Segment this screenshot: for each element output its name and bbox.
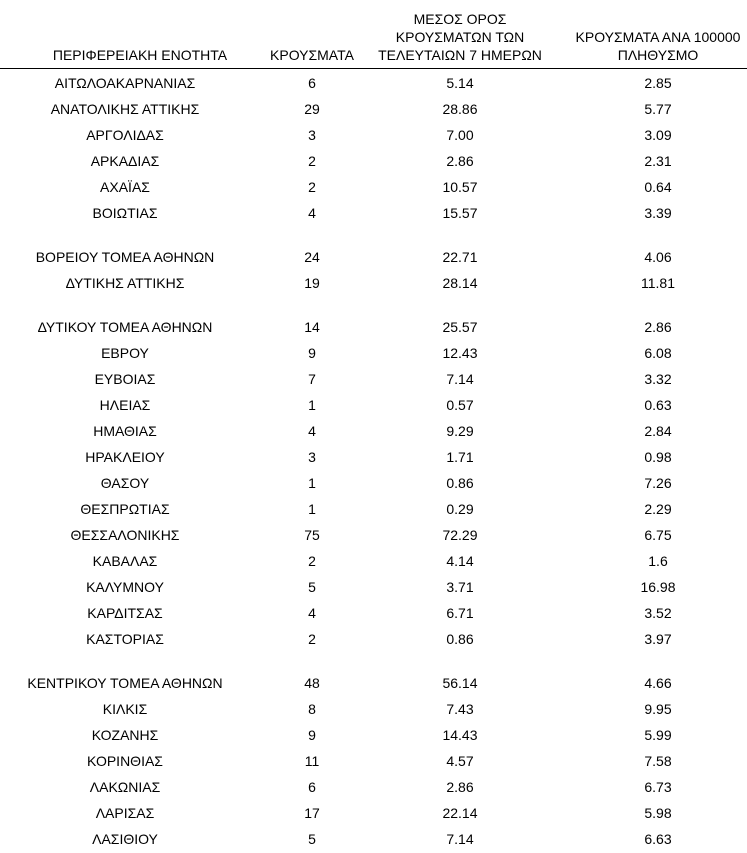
average-7day-cell: 15.57 <box>442 205 478 221</box>
cases-per-100k-cell: 5.99 <box>644 727 672 743</box>
average-7day-cell: 7.43 <box>446 701 474 717</box>
region-cell: ΒΟΙΩΤΙΑΣ <box>92 205 158 221</box>
cases-cell: 2 <box>308 179 316 195</box>
average-7day-cell: 3.71 <box>446 579 474 595</box>
average-7day-cell: 12.43 <box>442 345 478 361</box>
region-cell: ΔΥΤΙΚΗΣ ΑΤΤΙΚΗΣ <box>65 275 185 291</box>
region-cell: ΘΕΣΣΑΛΟΝΙΚΗΣ <box>70 527 180 543</box>
cases-per-100k-cell: 5.77 <box>644 101 672 117</box>
region-cell: ΗΛΕΙΑΣ <box>99 397 151 413</box>
cases-per-100k-cell: 3.97 <box>644 631 672 647</box>
cases-cell: 4 <box>308 205 316 221</box>
average-7day-cell: 1.71 <box>446 449 474 465</box>
average-7day-cell: 56.14 <box>442 675 478 691</box>
table-row <box>0 575 747 601</box>
table-row <box>0 315 747 341</box>
average-7day-cell: 5.14 <box>446 75 474 91</box>
cases-cell: 3 <box>308 449 316 465</box>
table-row <box>0 393 747 419</box>
cases-per-100k-cell: 3.32 <box>644 371 672 387</box>
table-row <box>0 175 747 201</box>
cases-cell: 5 <box>308 579 316 595</box>
region-cell: ΗΜΑΘΙΑΣ <box>93 423 157 439</box>
cases-per-100k-cell: 7.58 <box>644 753 672 769</box>
cases-cell: 9 <box>308 727 316 743</box>
cases-cell: 2 <box>308 631 316 647</box>
cases-per-100k-cell: 3.52 <box>644 605 672 621</box>
table-row <box>0 201 747 227</box>
cases-per-100k-cell: 2.29 <box>644 501 672 517</box>
cases-cell: 5 <box>308 831 316 847</box>
cases-cell: 1 <box>308 475 316 491</box>
cases-per-100k-cell: 2.31 <box>644 153 672 169</box>
average-7day-cell: 25.57 <box>442 319 478 335</box>
column-header-cases-per-100k: ΚΡΟΥΣΜΑΤΑ ΑΝΑ 100000 ΠΛΗΘΥΣΜΟ <box>575 29 741 63</box>
row-spacer <box>0 653 747 671</box>
average-7day-cell: 6.71 <box>446 605 474 621</box>
region-cell: ΘΑΣΟΥ <box>100 475 150 491</box>
average-7day-cell: 10.57 <box>442 179 478 195</box>
table-body <box>0 71 747 853</box>
table-row <box>0 341 747 367</box>
table-row <box>0 271 747 297</box>
cases-cell: 75 <box>304 527 320 543</box>
cases-per-100k-cell: 11.81 <box>641 275 675 291</box>
cases-per-100k-cell: 4.66 <box>644 675 672 691</box>
cases-cell: 48 <box>304 675 320 691</box>
cases-cell: 11 <box>304 753 320 769</box>
region-cell: ΚΟΖΑΝΗΣ <box>91 727 159 743</box>
table-row <box>0 697 747 723</box>
cases-cell: 7 <box>308 371 316 387</box>
header-divider <box>0 68 747 69</box>
region-cell: ΛΑΡΙΣΑΣ <box>95 805 155 821</box>
cases-per-100k-cell: 4.06 <box>644 249 672 265</box>
average-7day-cell: 2.86 <box>446 779 474 795</box>
table-row <box>0 627 747 653</box>
region-cell: ΗΡΑΚΛΕΙΟΥ <box>85 449 165 465</box>
table-row <box>0 71 747 97</box>
region-cell: ΚΙΛΚΙΣ <box>102 701 148 717</box>
cases-per-100k-cell: 9.95 <box>644 701 672 717</box>
table-row <box>0 827 747 853</box>
cases-per-100k-cell: 6.08 <box>644 345 672 361</box>
cases-per-100k-cell: 6.73 <box>644 779 672 795</box>
cases-per-100k-cell: 6.63 <box>644 831 672 847</box>
cases-per-100k-cell: 1.6 <box>648 553 668 569</box>
average-7day-cell: 28.14 <box>442 275 478 291</box>
average-7day-cell: 0.86 <box>446 475 474 491</box>
region-cell: ΘΕΣΠΡΩΤΙΑΣ <box>80 501 170 517</box>
cases-cell: 8 <box>308 701 316 717</box>
region-cell: ΑΡΓΟΛΙΔΑΣ <box>86 127 164 143</box>
cases-cell: 9 <box>308 345 316 361</box>
region-cell: ΔΥΤΙΚΟΥ ΤΟΜΕΑ ΑΘΗΝΩΝ <box>37 319 213 335</box>
cases-cell: 1 <box>308 501 316 517</box>
table-header <box>0 0 747 68</box>
cases-per-100k-cell: 6.75 <box>644 527 672 543</box>
average-7day-cell: 7.14 <box>446 371 474 387</box>
cases-cell: 17 <box>304 805 320 821</box>
average-7day-cell: 4.57 <box>446 753 474 769</box>
cases-per-100k-cell: 7.26 <box>644 475 672 491</box>
table-row <box>0 523 747 549</box>
cases-cell: 3 <box>308 127 316 143</box>
table-row <box>0 549 747 575</box>
table-row <box>0 601 747 627</box>
cases-per-100k-cell: 3.09 <box>644 127 672 143</box>
cases-per-100k-cell: 2.84 <box>644 423 672 439</box>
region-cell: ΑΡΚΑΔΙΑΣ <box>90 153 160 169</box>
cases-cell: 29 <box>304 101 320 117</box>
region-cell: ΛΑΚΩΝΙΑΣ <box>89 779 161 795</box>
average-7day-cell: 22.71 <box>442 249 478 265</box>
region-cell: ΚΟΡΙΝΘΙΑΣ <box>87 753 163 769</box>
cases-cell: 4 <box>308 423 316 439</box>
cases-per-100k-cell: 16.98 <box>640 579 676 595</box>
table-row <box>0 801 747 827</box>
table-row <box>0 749 747 775</box>
region-cell: ΑΙΤΩΛΟΑΚΑΡΝΑΝΙΑΣ <box>54 75 196 91</box>
table-row <box>0 497 747 523</box>
average-7day-cell: 0.86 <box>446 631 474 647</box>
region-cell: ΛΑΣΙΘΙΟΥ <box>92 831 158 847</box>
average-7day-cell: 22.14 <box>442 805 478 821</box>
cases-cell: 2 <box>308 553 316 569</box>
row-spacer <box>0 297 747 315</box>
average-7day-cell: 7.00 <box>446 127 474 143</box>
region-cell: ΚΕΝΤΡΙΚΟΥ ΤΟΜΕΑ ΑΘΗΝΩΝ <box>27 675 223 691</box>
cases-per-100k-cell: 0.64 <box>644 179 672 195</box>
table-row <box>0 123 747 149</box>
table-row <box>0 367 747 393</box>
table-row <box>0 671 747 697</box>
region-cell: ΕΒΡΟΥ <box>101 345 149 361</box>
table-row <box>0 471 747 497</box>
cases-per-100k-cell: 2.85 <box>644 75 672 91</box>
cases-cell: 6 <box>308 75 316 91</box>
average-7day-cell: 4.14 <box>446 553 474 569</box>
average-7day-cell: 7.14 <box>446 831 474 847</box>
region-cell: ΑΝΑΤΟΛΙΚΗΣ ΑΤΤΙΚΗΣ <box>50 101 200 117</box>
table-row <box>0 445 747 471</box>
average-7day-cell: 9.29 <box>446 423 474 439</box>
average-7day-cell: 0.29 <box>446 501 474 517</box>
average-7day-cell: 2.86 <box>446 153 474 169</box>
row-spacer <box>0 227 747 245</box>
average-7day-cell: 0.57 <box>446 397 474 413</box>
region-cell: ΚΑΛΥΜΝΟΥ <box>86 579 164 595</box>
cases-per-100k-cell: 2.86 <box>644 319 672 335</box>
table-row <box>0 419 747 445</box>
table-row <box>0 723 747 749</box>
cases-per-100k-cell: 0.98 <box>644 449 672 465</box>
cases-per-100k-cell: 5.98 <box>644 805 672 821</box>
table-row <box>0 149 747 175</box>
cases-cell: 14 <box>304 319 320 335</box>
cases-cell: 2 <box>308 153 316 169</box>
average-7day-cell: 28.86 <box>442 101 478 117</box>
table-row <box>0 775 747 801</box>
cases-cell: 6 <box>308 779 316 795</box>
region-cell: ΚΑΣΤΟΡΙΑΣ <box>86 631 164 647</box>
region-cell: ΒΟΡΕΙΟΥ ΤΟΜΕΑ ΑΘΗΝΩΝ <box>35 249 215 265</box>
table-row <box>0 245 747 271</box>
column-header-cases: ΚΡΟΥΣΜΑΤΑ <box>270 47 354 63</box>
table-row <box>0 97 747 123</box>
cases-cell: 24 <box>304 249 320 265</box>
cases-cell: 4 <box>308 605 316 621</box>
cases-cell: 19 <box>304 275 320 291</box>
column-header-region: ΠΕΡΙΦΕΡΕΙΑΚΗ ΕΝΟΤΗΤΑ <box>52 47 228 63</box>
cases-cell: 1 <box>308 397 316 413</box>
average-7day-cell: 14.43 <box>442 727 478 743</box>
region-cell: ΕΥΒΟΙΑΣ <box>94 371 156 387</box>
cases-per-100k-cell: 3.39 <box>644 205 672 221</box>
region-cell: ΚΑΒΑΛΑΣ <box>92 553 158 569</box>
region-cell: ΑΧΑΪΑΣ <box>100 179 150 195</box>
column-header-7day-average: ΜΕΣΟΣ ΟΡΟΣ ΚΡΟΥΣΜΑΤΩΝ ΤΩΝ ΤΕΛΕΥΤΑΙΩΝ 7 ΗΜΕΡΩΝ <box>378 11 542 63</box>
cases-per-100k-cell: 0.63 <box>644 397 672 413</box>
average-7day-cell: 72.29 <box>442 527 478 543</box>
region-cell: ΚΑΡΔΙΤΣΑΣ <box>87 605 163 621</box>
